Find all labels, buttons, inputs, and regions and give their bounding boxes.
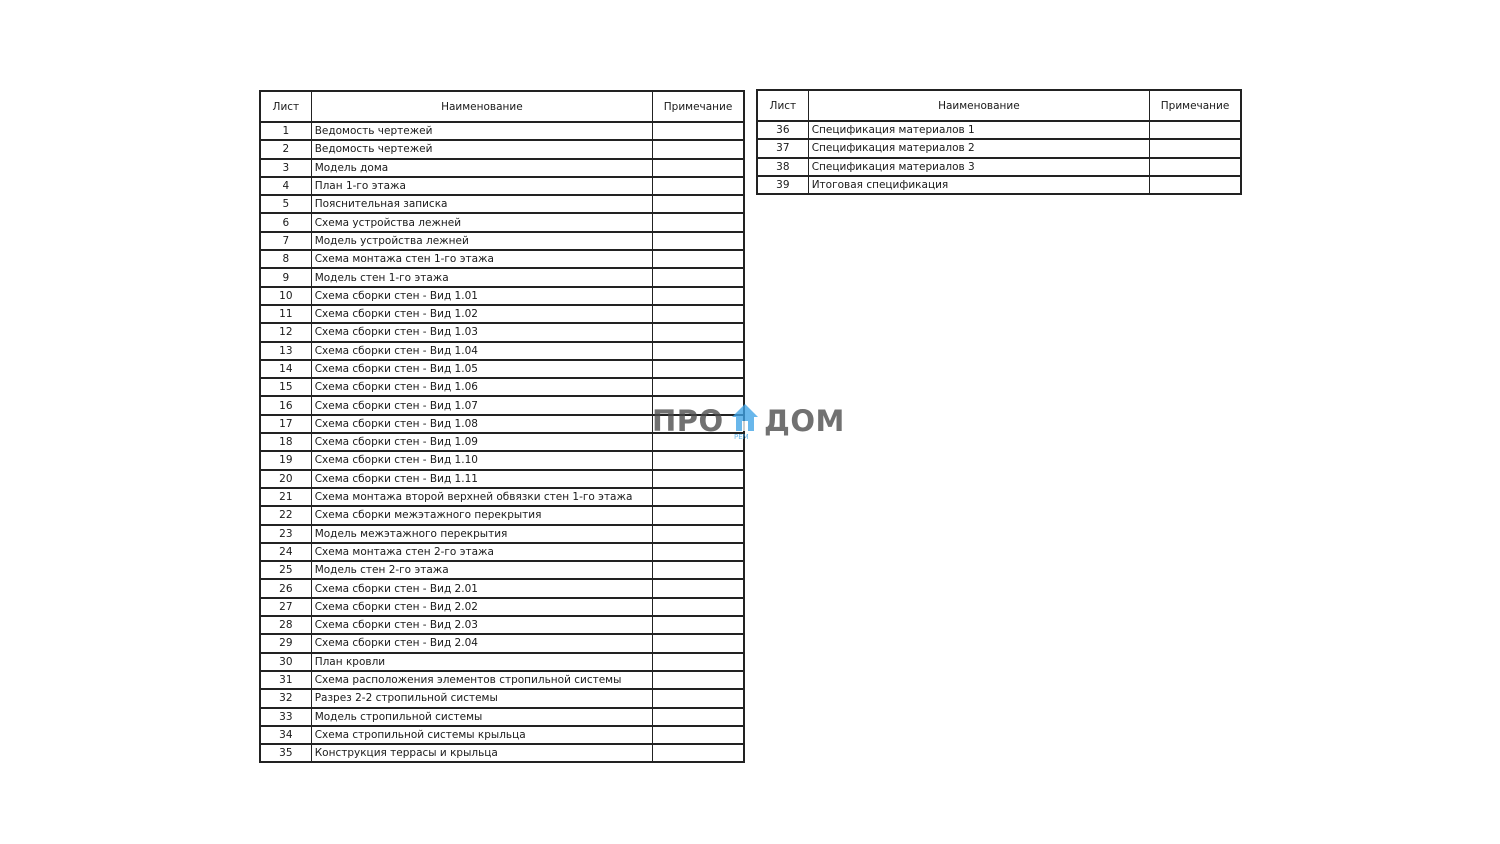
- table-row: [260, 140, 744, 158]
- sheet-number-cell: 13: [260, 342, 311, 360]
- sheet-name-cell: Схема сборки стен - Вид 1.07: [311, 396, 652, 414]
- note-cell: [653, 726, 744, 744]
- note-cell: [653, 689, 744, 707]
- header-sheet: Лист: [757, 90, 808, 121]
- note-cell: [653, 470, 744, 488]
- sheet-name-cell: Схема монтажа второй верхней обвязки стен 1-го этажа: [311, 488, 652, 506]
- sheet-number-cell: 32: [260, 689, 311, 707]
- sheet-number-cell: 21: [260, 488, 311, 506]
- sheet-name-cell: Модель стропильной системы: [311, 708, 652, 726]
- watermark-subtext: РЕМ: [734, 433, 749, 441]
- table-row: [260, 543, 744, 561]
- table-row: [260, 470, 744, 488]
- sheet-number-cell: 10: [260, 287, 311, 305]
- note-cell: [653, 415, 744, 433]
- sheet-number-cell: 35: [260, 744, 311, 762]
- watermark-text-right: ДОМ: [764, 404, 845, 438]
- sheet-number-cell: 1: [260, 122, 311, 140]
- table-row: [260, 525, 744, 543]
- note-cell: [653, 287, 744, 305]
- sheet-number-cell: 29: [260, 634, 311, 652]
- table-row: [260, 689, 744, 707]
- sheet-name-cell: Схема сборки стен - Вид 1.10: [311, 451, 652, 469]
- sheet-name-cell: Схема сборки стен - Вид 2.02: [311, 598, 652, 616]
- sheet-name-cell: Модель стен 2-го этажа: [311, 561, 652, 579]
- note-cell: [653, 140, 744, 158]
- note-cell: [653, 543, 744, 561]
- sheet-number-cell: 26: [260, 579, 311, 597]
- table-row: [260, 323, 744, 341]
- sheet-number-cell: 24: [260, 543, 311, 561]
- note-cell: [653, 634, 744, 652]
- sheet-name-cell: Итоговая спецификация: [808, 176, 1149, 194]
- table-row: [260, 634, 744, 652]
- sheet-number-cell: 37: [757, 139, 808, 157]
- sheet-name-cell: Ведомость чертежей: [311, 122, 652, 140]
- sheet-number-cell: 3: [260, 159, 311, 177]
- table-row: [260, 671, 744, 689]
- sheet-number-cell: 28: [260, 616, 311, 634]
- table-row: [260, 451, 744, 469]
- header-note: Примечание: [653, 91, 744, 122]
- sheet-name-cell: Схема сборки стен - Вид 1.09: [311, 433, 652, 451]
- sheet-name-cell: Схема стропильной системы крыльца: [311, 726, 652, 744]
- sheet-name-cell: Спецификация материалов 3: [808, 158, 1149, 176]
- table-header-row: [757, 90, 1241, 121]
- sheet-name-cell: План 1-го этажа: [311, 177, 652, 195]
- sheet-number-cell: 31: [260, 671, 311, 689]
- note-cell: [1150, 139, 1241, 157]
- table-row: [260, 579, 744, 597]
- sheet-name-cell: Конструкция террасы и крыльца: [311, 744, 652, 762]
- note-cell: [653, 177, 744, 195]
- table-row: [260, 378, 744, 396]
- sheet-name-cell: Схема устройства лежней: [311, 213, 652, 231]
- note-cell: [653, 232, 744, 250]
- table-row: [260, 232, 744, 250]
- sheet-number-cell: 9: [260, 268, 311, 286]
- sheet-name-cell: Модель дома: [311, 159, 652, 177]
- note-cell: [653, 744, 744, 762]
- sheet-number-cell: 22: [260, 506, 311, 524]
- drawing-list-table-left: [259, 90, 745, 763]
- sheet-name-cell: Схема сборки стен - Вид 1.03: [311, 323, 652, 341]
- sheet-number-cell: 12: [260, 323, 311, 341]
- drawing-list-table-right: [756, 89, 1242, 195]
- note-cell: [653, 396, 744, 414]
- table-row: [260, 726, 744, 744]
- note-cell: [653, 213, 744, 231]
- header-name: Наименование: [311, 91, 652, 122]
- sheet-number-cell: 30: [260, 653, 311, 671]
- sheet-number-cell: 4: [260, 177, 311, 195]
- sheet-name-cell: Схема монтажа стен 1-го этажа: [311, 250, 652, 268]
- sheet-name-cell: Схема монтажа стен 2-го этажа: [311, 543, 652, 561]
- note-cell: [653, 506, 744, 524]
- sheet-number-cell: 8: [260, 250, 311, 268]
- table-row: [757, 158, 1241, 176]
- table-row: [260, 213, 744, 231]
- sheet-name-cell: Схема сборки стен - Вид 1.01: [311, 287, 652, 305]
- table-row: [260, 250, 744, 268]
- sheet-name-cell: Модель межэтажного перекрытия: [311, 525, 652, 543]
- note-cell: [653, 195, 744, 213]
- note-cell: [653, 122, 744, 140]
- header-note: Примечание: [1150, 90, 1241, 121]
- table-row: [260, 653, 744, 671]
- sheet-name-cell: План кровли: [311, 653, 652, 671]
- sheet-number-cell: 25: [260, 561, 311, 579]
- sheet-number-cell: 27: [260, 598, 311, 616]
- note-cell: [653, 561, 744, 579]
- table-row: [260, 561, 744, 579]
- note-cell: [653, 250, 744, 268]
- table-row: [260, 396, 744, 414]
- table-row: [260, 122, 744, 140]
- sheet-name-cell: Схема сборки стен - Вид 1.04: [311, 342, 652, 360]
- sheet-name-cell: Схема сборки стен - Вид 2.03: [311, 616, 652, 634]
- table-row: [260, 360, 744, 378]
- sheet-name-cell: Модель устройства лежней: [311, 232, 652, 250]
- sheet-name-cell: Схема сборки стен - Вид 2.04: [311, 634, 652, 652]
- note-cell: [653, 305, 744, 323]
- note-cell: [653, 433, 744, 451]
- note-cell: [653, 268, 744, 286]
- note-cell: [653, 451, 744, 469]
- table-row: [260, 488, 744, 506]
- table-row: [260, 342, 744, 360]
- sheet-name-cell: Схема сборки стен - Вид 2.01: [311, 579, 652, 597]
- note-cell: [653, 653, 744, 671]
- table-row: [260, 598, 744, 616]
- sheet-number-cell: 36: [757, 121, 808, 139]
- table-row: [260, 616, 744, 634]
- note-cell: [1150, 121, 1241, 139]
- sheet-name-cell: Модель стен 1-го этажа: [311, 268, 652, 286]
- sheet-number-cell: 34: [260, 726, 311, 744]
- sheet-name-cell: Схема сборки стен - Вид 1.05: [311, 360, 652, 378]
- sheet-name-cell: Схема сборки стен - Вид 1.08: [311, 415, 652, 433]
- note-cell: [653, 579, 744, 597]
- sheet-number-cell: 19: [260, 451, 311, 469]
- sheet-number-cell: 15: [260, 378, 311, 396]
- sheet-number-cell: 16: [260, 396, 311, 414]
- sheet-name-cell: Схема сборки стен - Вид 1.02: [311, 305, 652, 323]
- table-header-row: [260, 91, 744, 122]
- sheet-number-cell: 18: [260, 433, 311, 451]
- sheet-name-cell: Спецификация материалов 1: [808, 121, 1149, 139]
- note-cell: [653, 159, 744, 177]
- table-row: [260, 433, 744, 451]
- header-name: Наименование: [808, 90, 1149, 121]
- note-cell: [1150, 176, 1241, 194]
- sheet-name-cell: Разрез 2-2 стропильной системы: [311, 689, 652, 707]
- table-row: [260, 195, 744, 213]
- sheet-number-cell: 17: [260, 415, 311, 433]
- sheet-number-cell: 6: [260, 213, 311, 231]
- sheet-name-cell: Схема сборки межэтажного перекрытия: [311, 506, 652, 524]
- sheet-name-cell: Схема расположения элементов стропильной системы: [311, 671, 652, 689]
- table-row: [757, 139, 1241, 157]
- sheet-number-cell: 7: [260, 232, 311, 250]
- sheet-number-cell: 20: [260, 470, 311, 488]
- table-row: [260, 159, 744, 177]
- table-row: [260, 268, 744, 286]
- sheet-name-cell: Схема сборки стен - Вид 1.11: [311, 470, 652, 488]
- sheet-number-cell: 33: [260, 708, 311, 726]
- sheet-name-cell: Ведомость чертежей: [311, 140, 652, 158]
- sheet-name-cell: Схема сборки стен - Вид 1.06: [311, 378, 652, 396]
- table-row: [260, 305, 744, 323]
- table-row: [757, 121, 1241, 139]
- sheet-number-cell: 38: [757, 158, 808, 176]
- note-cell: [653, 360, 744, 378]
- table-row: [260, 415, 744, 433]
- table-row: [260, 287, 744, 305]
- note-cell: [653, 342, 744, 360]
- sheet-number-cell: 14: [260, 360, 311, 378]
- note-cell: [653, 598, 744, 616]
- sheet-number-cell: 11: [260, 305, 311, 323]
- note-cell: [653, 616, 744, 634]
- watermark-text-left: ПРО: [652, 404, 724, 438]
- table-row: [260, 708, 744, 726]
- sheet-name-cell: Спецификация материалов 2: [808, 139, 1149, 157]
- note-cell: [653, 488, 744, 506]
- sheet-number-cell: 2: [260, 140, 311, 158]
- sheet-name-cell: Пояснительная записка: [311, 195, 652, 213]
- header-sheet: Лист: [260, 91, 311, 122]
- table-row: [260, 744, 744, 762]
- table-row: [757, 176, 1241, 194]
- note-cell: [653, 525, 744, 543]
- sheet-number-cell: 5: [260, 195, 311, 213]
- note-cell: [653, 378, 744, 396]
- note-cell: [1150, 158, 1241, 176]
- note-cell: [653, 323, 744, 341]
- note-cell: [653, 708, 744, 726]
- sheet-number-cell: 39: [757, 176, 808, 194]
- table-row: [260, 177, 744, 195]
- note-cell: [653, 671, 744, 689]
- sheet-number-cell: 23: [260, 525, 311, 543]
- table-row: [260, 506, 744, 524]
